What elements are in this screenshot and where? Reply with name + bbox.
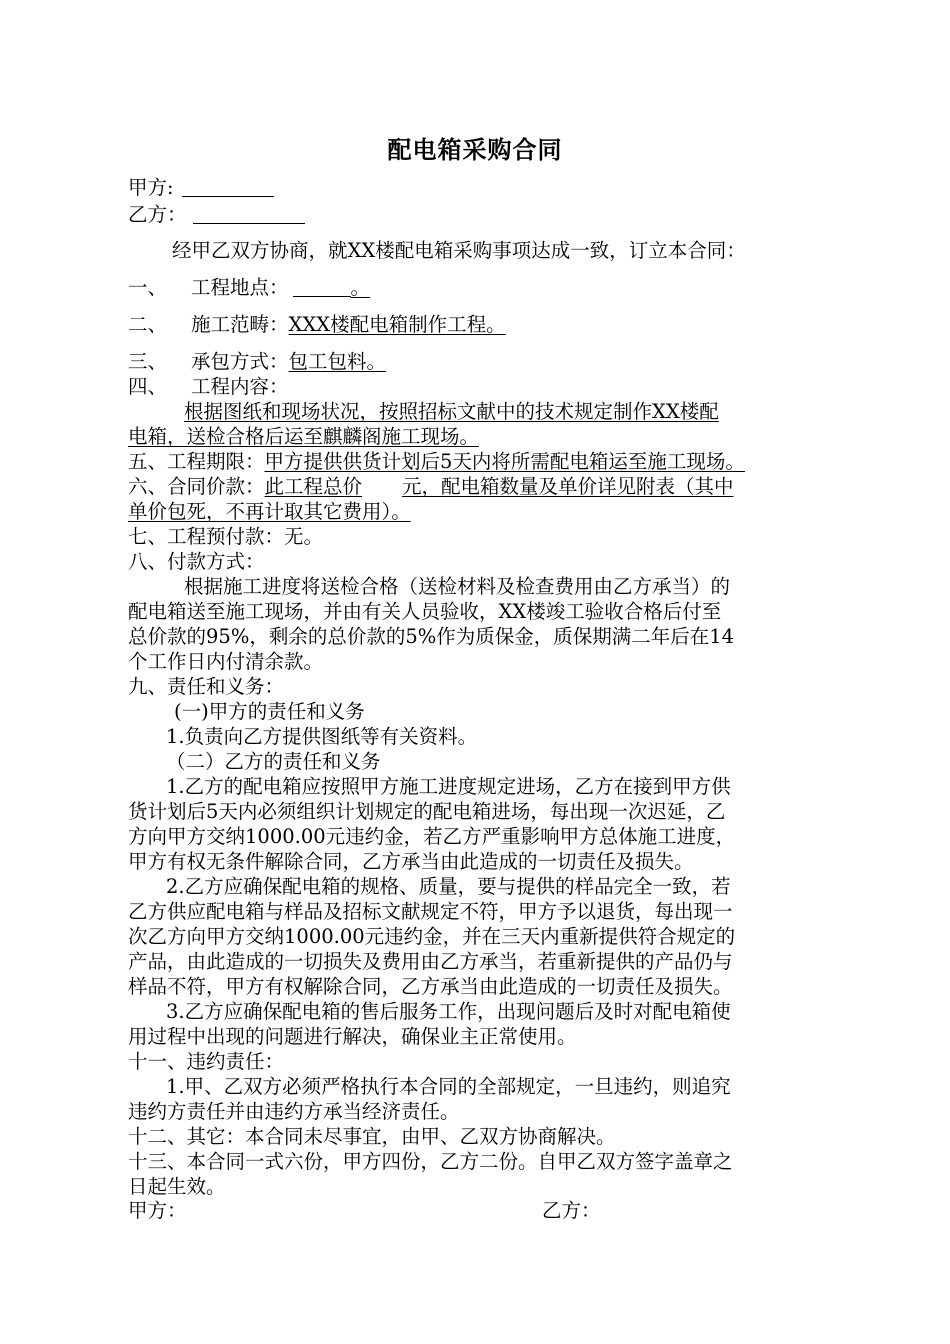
signature-party-b: 乙方： <box>542 1199 601 1222</box>
section-13-line-1: 十三、本合同一式六份，甲方四份，乙方二份。自甲乙双方签字盖章之 <box>128 1150 733 1173</box>
section-8: 八、付款方式： <box>128 550 265 573</box>
section-1-number: 一、 <box>128 276 168 299</box>
section-6-value-b: 元，配电箱数量及单价详见附表（其中 <box>402 475 734 498</box>
section-3-value: 包工包料。 <box>288 350 387 373</box>
party-b-label: 乙方： <box>128 203 187 226</box>
section-9-b-item-3-line-2: 用过程中出现的问题进行解决，确保业主正常使用。 <box>128 1025 577 1048</box>
section-9-b-item-1-line-1: 1.乙方的配电箱应按照甲方施工进度规定进场，乙方在接到甲方供 <box>166 775 731 798</box>
section-2 <box>128 311 828 338</box>
section-3-number: 三、 <box>128 350 168 373</box>
section-9-b-item-2-line-1: 2.乙方应确保配电箱的规格、质量，要与提供的样品完全一致，若 <box>166 875 731 898</box>
section-9-b-item-2-line-5: 样品不符，甲方有权解除合同，乙方承当由此造成的一切责任及损失。 <box>128 975 733 998</box>
section-8-line-3: 总价款的95%，剩余的总价款的5%作为质保金，质保期满二年后在14 <box>128 625 735 648</box>
section-9-b-item-2-line-4: 产品，由此造成的一切损失及费用由乙方承当，若重新提供的产品仍与 <box>128 950 733 973</box>
section-11: 十一、违约责任： <box>128 1050 285 1073</box>
section-11-line-1: 1.甲、乙双方必须严格执行本合同的全部规定，一旦违约，则追究 <box>166 1075 731 1098</box>
party-a-line <box>128 174 828 201</box>
section-3 <box>128 348 828 375</box>
section-9: 九、责任和义务： <box>128 675 285 698</box>
section-1-blank <box>293 276 351 297</box>
section-6-line-2: 单价包死，不再计取其它费用）。 <box>128 500 411 523</box>
section-8-line-1: 根据施工进度将送检合格（送检材料及检查费用由乙方承当）的 <box>184 575 731 598</box>
section-4-line-2: 电箱，送检合格后运至麒麟阁施工现场。 <box>128 425 480 448</box>
party-a-blank <box>182 176 274 197</box>
section-4-line-1: 根据图纸和现场状况，按照招标文献中的技术规定制作XX楼配 <box>184 400 719 423</box>
section-6-label: 六、合同价款： <box>128 475 265 498</box>
section-9-b-item-1-line-4: 甲方有权无条件解除合同，乙方承当由此造成的一切责任及损失。 <box>128 850 694 873</box>
section-9-b-item-1-line-3: 方向甲方交纳1000.00元违约金，若乙方严重影响甲方总体施工进度， <box>128 825 736 848</box>
section-9-b-item-1-line-2: 货计划后5天内必须组织计划规定的配电箱进场，每出现一次迟延，乙 <box>128 800 726 823</box>
section-9-b-heading: （二）乙方的责任和义务 <box>166 750 381 773</box>
section-5-value: 甲方提供供货计划后5天内将所需配电箱运至施工现场。 <box>264 450 745 473</box>
section-5-label: 五、工程期限： <box>128 450 265 473</box>
section-13-line-2: 日起生效。 <box>128 1175 226 1198</box>
section-4-label: 工程内容： <box>191 375 289 398</box>
section-4 <box>128 373 828 400</box>
section-9-b-item-3-line-1: 3.乙方应确保配电箱的售后服务工作，出现问题后及时对配电箱使 <box>166 1000 731 1023</box>
section-8-line-2: 配电箱送至施工现场，并由有关人员验收，XX楼竣工验收合格后付至 <box>128 600 722 623</box>
section-6-price-blank <box>362 473 402 500</box>
intro-paragraph: 经甲乙双方协商，就XX楼配电箱采购事项达成一致，订立本合同： <box>172 239 746 262</box>
section-11-line-2: 违约方责任并由违约方承当经济责任。 <box>128 1100 460 1123</box>
section-5 <box>128 448 828 475</box>
document-title: 配电箱采购合同 <box>387 135 563 164</box>
section-2-number: 二、 <box>128 313 168 336</box>
section-1-value: 。 <box>350 276 371 299</box>
section-9-b-item-2-line-3: 次乙方向甲方交纳1000.00元违约金，并在三天内重新提供符合规定的 <box>128 925 736 948</box>
section-9-b-item-2-line-2: 乙方供应配电箱与样品及招标文献规定不符，甲方予以退货，每出现一 <box>128 900 733 923</box>
section-2-value: XXX楼配电箱制作工程。 <box>288 313 506 336</box>
section-9-a-heading: (一)甲方的责任和义务 <box>174 700 365 723</box>
section-1-label: 工程地点： <box>191 276 289 299</box>
section-4-number: 四、 <box>128 375 168 398</box>
section-9-a-item-1: 1.负责向乙方提供图纸等有关资料。 <box>166 725 478 748</box>
section-12: 十二、其它：本合同未尽事宜，由甲、乙双方协商解决。 <box>128 1125 616 1148</box>
section-6 <box>128 473 828 500</box>
party-b-blank <box>193 203 305 224</box>
section-3-label: 承包方式： <box>191 350 289 373</box>
section-6-value-a: 此工程总价 <box>264 475 363 498</box>
party-a-label: 甲方: <box>128 176 174 199</box>
section-2-label: 施工范畴： <box>191 313 289 336</box>
signature-party-a: 甲方： <box>128 1199 187 1222</box>
section-1 <box>128 274 828 301</box>
party-b-line <box>128 201 828 228</box>
section-8-line-4: 个工作日内付清余款。 <box>128 650 324 673</box>
section-7: 七、工程预付款：无。 <box>128 525 324 548</box>
